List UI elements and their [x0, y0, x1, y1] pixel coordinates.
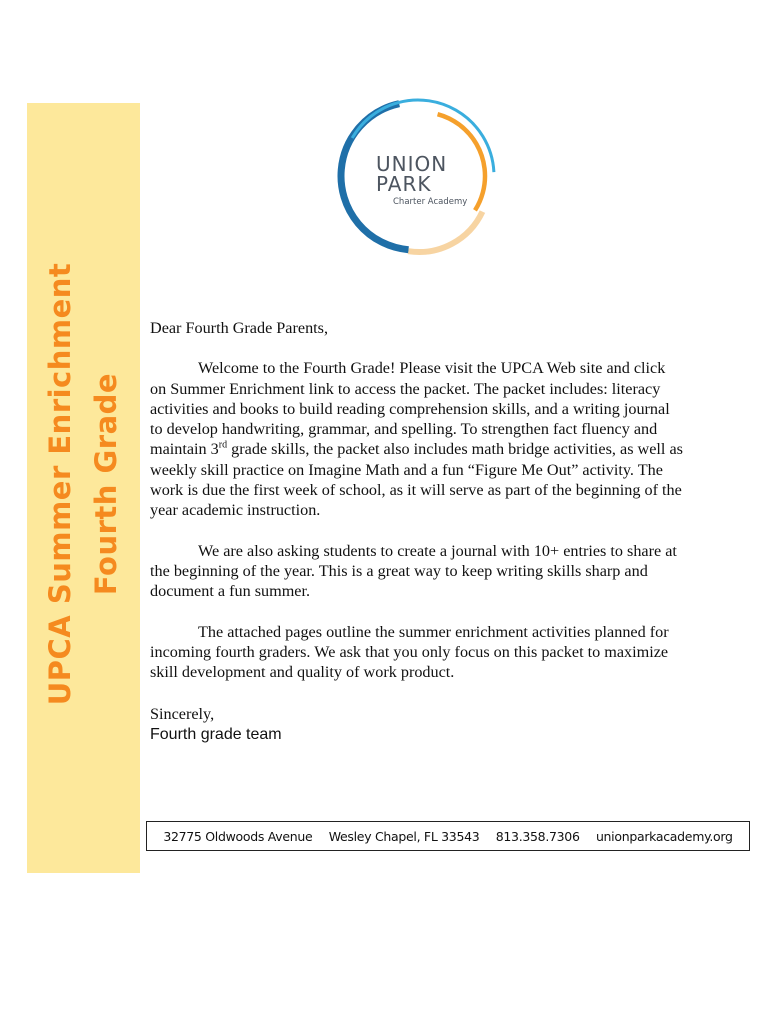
school-logo: [334, 92, 496, 260]
logo-text-union: UNION: [376, 152, 448, 176]
footer-website: unionparkacademy.org: [595, 828, 733, 844]
letter-greeting: Dear Fourth Grade Parents,: [150, 319, 329, 337]
sidebar-title-line1: UPCA Summer Enrichment: [43, 262, 77, 706]
letter-paragraph-3: The attached pages outline the summer enrichment activities planned for incoming fourth graders. We ask that you only focus on this packet to maximize skill development and quality of work product.: [150, 622, 669, 682]
letter-closing: Sincerely,: [150, 705, 215, 724]
letter-paragraph-1: Welcome to the Fourth Grade! Please visit the UPCA Web site and click on Summer Enrichment link to access the packet. The packet includes: literacy activities and books to build reading comprehension skills, and a writing journal to develop handwriting, grammar, and spelling. To strengthen fact fluency and maintain 3rd grade skills, the packet also includes math bridge activities, as well as weekly skill practice on Imagine Math and a fun “Figure Me Out” activity. The work is due the first week of school, as it will serve as part of the beginning of the year academic instruction.: [150, 359, 683, 520]
sidebar-title-line2: Fourth Grade: [89, 372, 123, 596]
letter-signature: Fourth grade team: [150, 725, 282, 743]
contact-footer: [146, 821, 750, 851]
footer-address: 32775 Oldwoods Avenue: [163, 828, 313, 844]
letter-paragraph-2: We are also asking students to create a journal with 10+ entries to share at the beginning of the year. This is a great way to keep writing skills sharp and document a fun summer.: [150, 541, 677, 601]
footer-city: Wesley Chapel, FL 33543: [328, 828, 480, 844]
logo-text-charter: Charter Academy: [393, 197, 468, 207]
letter-body: [150, 318, 685, 745]
logo-text-park: PARK: [376, 172, 432, 196]
footer-phone: 813.358.7306: [495, 828, 580, 844]
